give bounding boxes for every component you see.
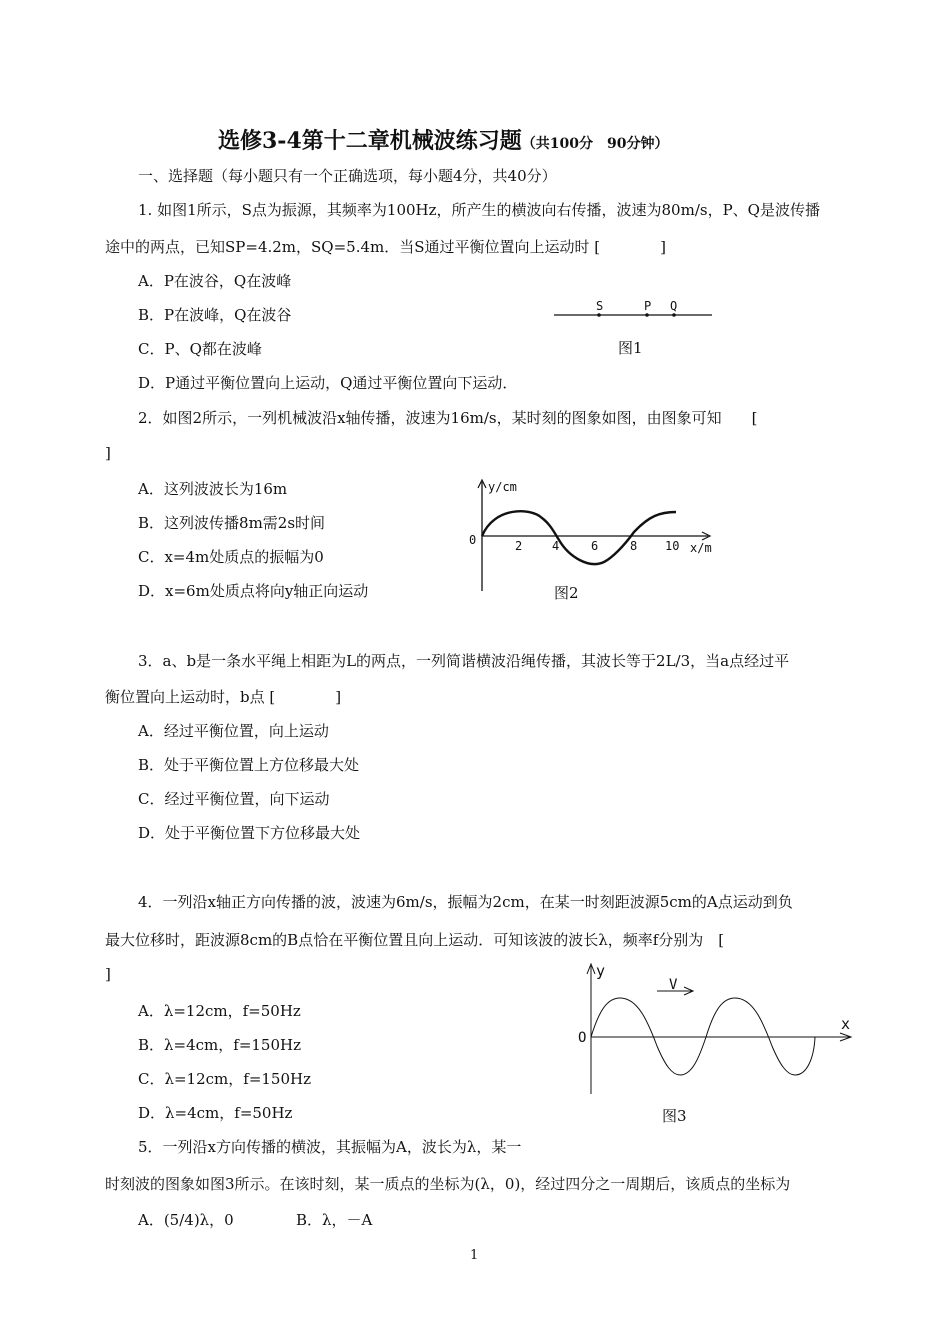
label-s: S [596, 299, 604, 313]
q2-line2: ] [105, 444, 111, 462]
figure-1-label: 图1 [618, 339, 643, 357]
figure-3 [574, 960, 858, 1096]
title-main: 选修3-4第十二章机械波练习题 [218, 128, 522, 154]
tick-4: 4 [552, 539, 560, 553]
point-q [672, 313, 676, 317]
q1-line2: 途中的两点，已知SP=4.2m，SQ=5.4m．当S通过平衡位置向上运动时 [ ] [105, 238, 666, 256]
origin-label: 0 [469, 533, 477, 547]
q4-line2: 最大位移时，距波源8cm的B点恰在平衡位置且向上运动．可知该波的波长λ，频率f分别为 [ [105, 931, 725, 949]
figure-1 [550, 296, 720, 326]
figure-2-label: 图2 [554, 584, 579, 602]
q5-line1: 5．一列沿x方向传播的横波，其振幅为A，波长为λ，某一 [138, 1138, 522, 1156]
q2-option-d: D．x=6m处质点将向y轴正向运动 [138, 582, 369, 600]
x-axis-label: x [841, 1015, 851, 1033]
y-axis-label: y/cm [488, 480, 517, 494]
velocity-label: V [669, 977, 678, 993]
title-note: （共100分 90分钟） [521, 136, 669, 152]
figure-3-label: 图3 [662, 1107, 687, 1125]
origin-label: O [578, 1030, 587, 1046]
wave-curve [482, 511, 676, 564]
q4-line3: ] [105, 965, 111, 983]
page-number: 1 [470, 1248, 479, 1263]
q3-option-c: C．经过平衡位置，向下运动 [138, 790, 330, 808]
q2-line1: 2．如图2所示，一列机械波沿x轴传播，波速为16m/s，某时刻的图象如图，由图象可知 [ [138, 409, 758, 427]
q1-option-a: A．P在波谷，Q在波峰 [138, 272, 292, 290]
y-axis-label: y [596, 962, 606, 980]
q1-option-b: B．P在波峰，Q在波谷 [138, 306, 292, 324]
q4-option-c: C．λ=12cm，f=150Hz [138, 1070, 311, 1088]
page-title [218, 124, 668, 155]
q2-option-b: B．这列波传播8m需2s时间 [138, 514, 326, 532]
q2-option-a: A．这列波波长为16m [138, 480, 288, 498]
label-q: Q [670, 299, 678, 313]
point-s [597, 313, 601, 317]
q2-option-c: C．x=4m处质点的振幅为0 [138, 548, 324, 566]
q3-option-a: A．经过平衡位置，向上运动 [138, 722, 329, 740]
label-p: P [644, 299, 652, 313]
q4-option-d: D．λ=4cm，f=50Hz [138, 1104, 293, 1122]
q5-option-a: A．(5/4)λ，0 [138, 1211, 234, 1229]
q5-option-b: B．λ，－A [296, 1211, 373, 1229]
point-p [645, 313, 649, 317]
q1-line1: 1. 如图1所示，S点为振源，其频率为100Hz，所产生的横波向右传播，波速为80m/s，P、Q是波传播 [138, 201, 820, 219]
x-axis-label: x/m [690, 541, 712, 555]
q4-option-b: B．λ=4cm，f=150Hz [138, 1036, 302, 1054]
q3-option-b: B．处于平衡位置上方位移最大处 [138, 756, 360, 774]
q5-line2: 时刻波的图象如图3所示。在该时刻，某一质点的坐标为(λ，0)，经过四分之一周期后，该质点的坐标为 [105, 1175, 791, 1193]
q4-option-a: A．λ=12cm，f=50Hz [138, 1002, 301, 1020]
q1-option-c: C．P、Q都在波峰 [138, 340, 262, 358]
q1-option-d: D．P通过平衡位置向上运动，Q通过平衡位置向下运动． [138, 374, 518, 392]
q3-option-d: D．处于平衡位置下方位移最大处 [138, 824, 361, 842]
tick-2: 2 [515, 539, 523, 553]
tick-10: 10 [665, 539, 680, 553]
q3-line2: 衡位置向上运动时，b点 [ ] [105, 688, 342, 706]
section-heading: 一、选择题（每小题只有一个正确选项，每小题4分，共40分） [138, 167, 557, 185]
q3-line1: 3．a、b是一条水平绳上相距为L的两点，一列简谐横波沿绳传播，其波长等于2L/3，当a点经过平 [138, 652, 790, 670]
q4-line1: 4．一列沿x轴正方向传播的波，波速为6m/s，振幅为2cm，在某一时刻距波源5cm的A点运动到负 [138, 893, 793, 911]
tick-6: 6 [591, 539, 599, 553]
tick-8: 8 [630, 539, 638, 553]
figure-2 [464, 476, 724, 594]
